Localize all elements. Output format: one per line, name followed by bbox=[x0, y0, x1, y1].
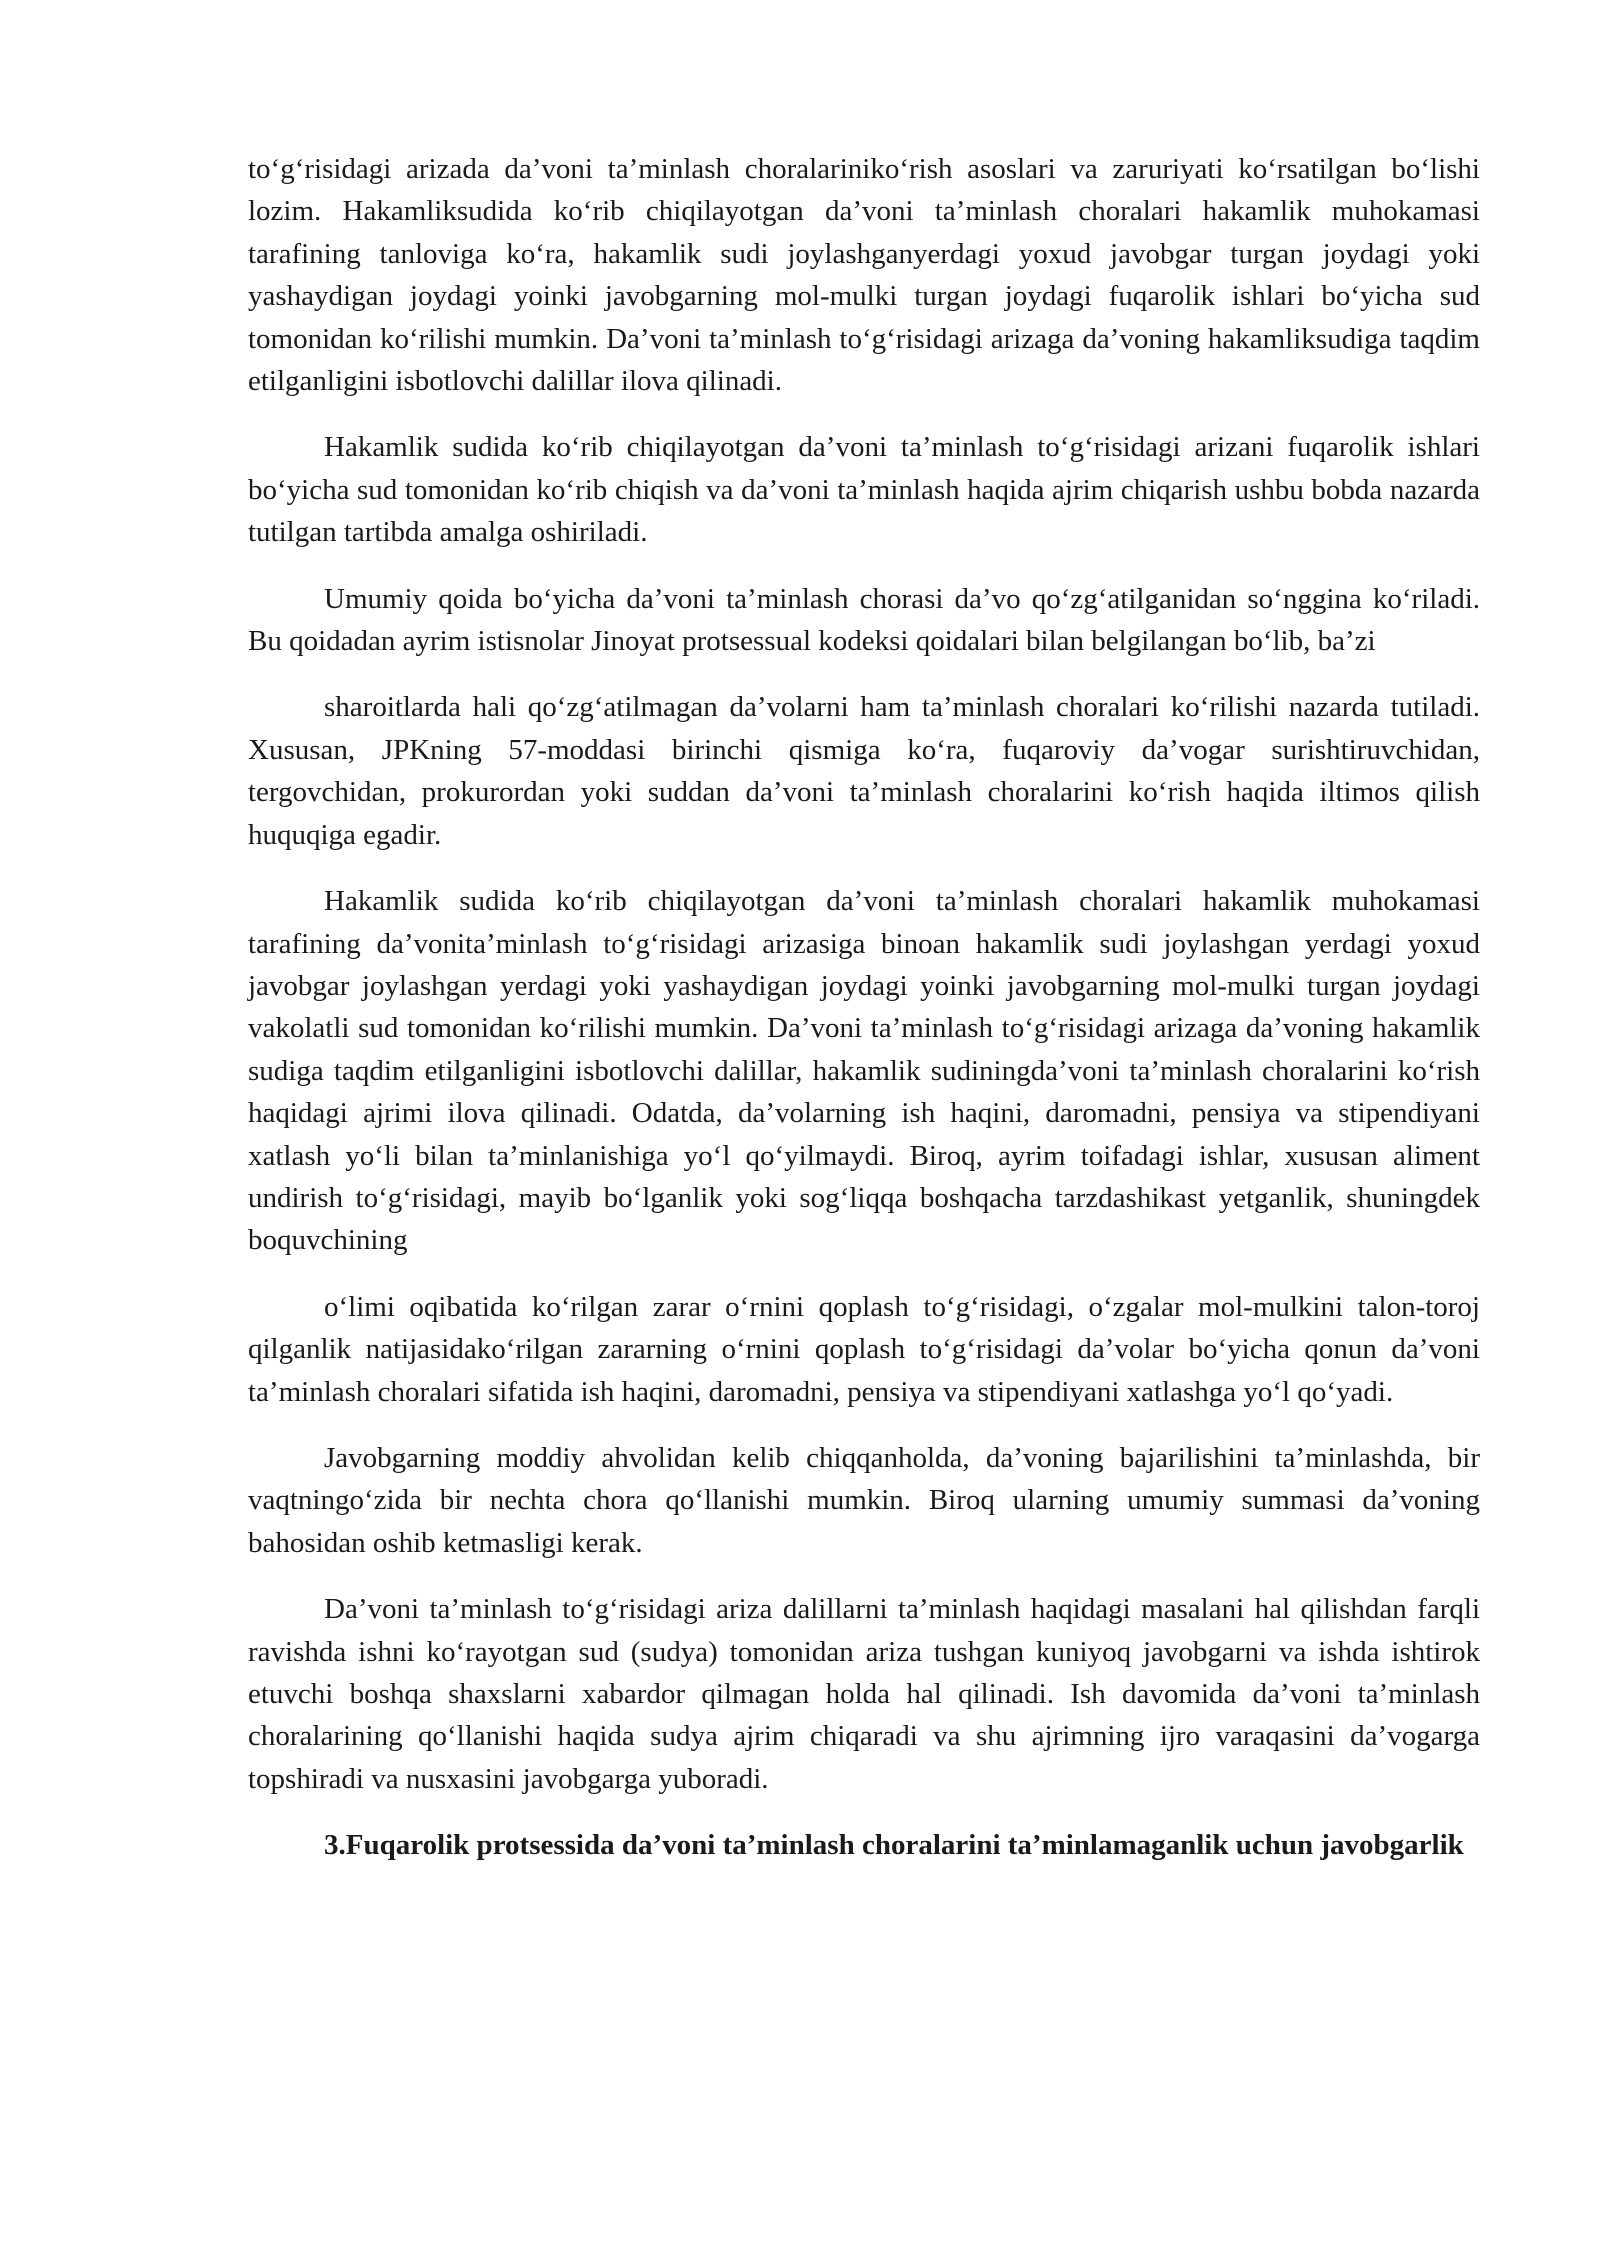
paragraph-8: Da’voni ta’minlash to‘g‘risidagi ariza dalillarni ta’minlash haqidagi masalani hal qilishdan farqli ravishda ishni ko‘rayotgan sud (sudya) tomonidan ariza tushgan kuniyoq javobgarni va ishda ishtirok etuvchi boshqa shaxslarni xabardor qilmagan holda hal qilinadi. Ish davomida da’voni ta’minlash choralarining qo‘llanishi haqida sudya ajrim chiqaradi va shu ajrimning ijro varaqasini da’vogarga topshiradi va nusxasini javobgarga yuboradi. bbox=[248, 1593, 1480, 1795]
paragraph-1: to‘g‘risidagi arizada da’voni ta’minlash choralariniko‘rish asoslari va zaruriyati ko‘rsatilgan bo‘lishi lozim. Hakamliksudida ko‘rib chiqilayotgan da’voni ta’minlash choralari hakamlik muhokamasi tarafining tanloviga ko‘ra, hakamlik sudi joylashganyerdagi yoxud javobgar turgan joydagi yoki yashaydigan joydagi yoinki javobgarning mol-mulki turgan joydagi fuqarolik ishlari bo‘yicha sud tomonidan ko‘rilishi mumkin. Da’voni ta’minlash to‘g‘risidagi arizaga da’voning hakamliksudiga taqdim etilganligini isbotlovchi dalillar ilova qilinadi. bbox=[248, 153, 1480, 398]
section-heading: 3.Fuqarolik protsessida da’voni ta’minlash choralarini ta’minlamaganlik uchun javobgarlik bbox=[324, 1829, 1464, 1862]
paragraph-4: sharoitlarda hali qo‘zg‘atilmagan da’volarni ham ta’minlash choralari ko‘rilishi nazarda tutiladi. Xususan, JPKning 57-moddasi birinchi qismiga ko‘ra, fuqaroviy da’vogar surishtiruvchidan, tergovchidan, prokurordan yoki suddan da’voni ta’minlash choralarini ko‘rish haqida iltimos qilish huquqiga egadir. bbox=[248, 691, 1480, 851]
document-page bbox=[248, 148, 1480, 1867]
paragraph-5: Hakamlik sudida ko‘rib chiqilayotgan da’voni ta’minlash choralari hakamlik muhokamasi tarafining da’vonita’minlash to‘g‘risidagi arizasiga binoan hakamlik sudi joylashgan yerdagi yoxud javobgar joylashgan yerdagi yoki yashaydigan joydagi yoinki javobgarning mol-mulki turgan joydagi vakolatli sud tomonidan ko‘rilishi mumkin. Da’voni ta’minlash to‘g‘risidagi arizaga da’voning hakamlik sudiga taqdim etilganligini isbotlovchi dalillar, hakamlik sudiningda’voni ta’minlash choralarini ko‘rish haqidagi ajrimi ilova qilinadi. Odatda, da’volarning ish haqini, daromadni, pensiya va stipendiyani xatlash yo‘li bilan ta’minlanishiga yo‘l qo‘yilmaydi. Biroq, ayrim toifadagi ishlar, xususan aliment undirish to‘g‘risidagi, mayib bo‘lganlik yoki sog‘liqqa boshqacha tarzdashikast yetganlik, shuningdek boquvchining bbox=[248, 885, 1480, 1257]
paragraph-7: Javobgarning moddiy ahvolidan kelib chiqqanholda, da’voning bajarilishini ta’minlashda, bir vaqtningo‘zida bir nechta chora qo‘llanishi mumkin. Biroq ularning umumiy summasi da’voning bahosidan oshib ketmasligi kerak. bbox=[248, 1441, 1480, 1559]
paragraph-2: Hakamlik sudida ko‘rib chiqilayotgan da’voni ta’minlash to‘g‘risidagi arizani fuqarolik ishlari bo‘yicha sud tomonidan ko‘rib chiqish va da’voni ta’minlash haqida ajrim chiqarish ushbu bobda nazarda tutilgan tartibda amalga oshiriladi. bbox=[248, 431, 1480, 549]
paragraph-6: o‘limi oqibatida ko‘rilgan zarar o‘rnini qoplash to‘g‘risidagi, o‘zgalar mol-mulkini talon-toroj qilganlik natijasidako‘rilgan zararning o‘rnini qoplash to‘g‘risidagi da’volar bo‘yicha qonun da’voni ta’minlash choralari sifatida ish haqini, daromadni, pensiya va stipendiyani xatlashga yo‘l qo‘yadi. bbox=[248, 1290, 1480, 1408]
paragraph-3: Umumiy qoida bo‘yicha da’voni ta’minlash chorasi da’vo qo‘zg‘atilganidan so‘nggina ko‘riladi. Bu qoidadan ayrim istisnolar Jinoyat protsessual kodeksi qoidalari bilan belgilangan bo‘lib, ba’zi bbox=[248, 582, 1480, 658]
